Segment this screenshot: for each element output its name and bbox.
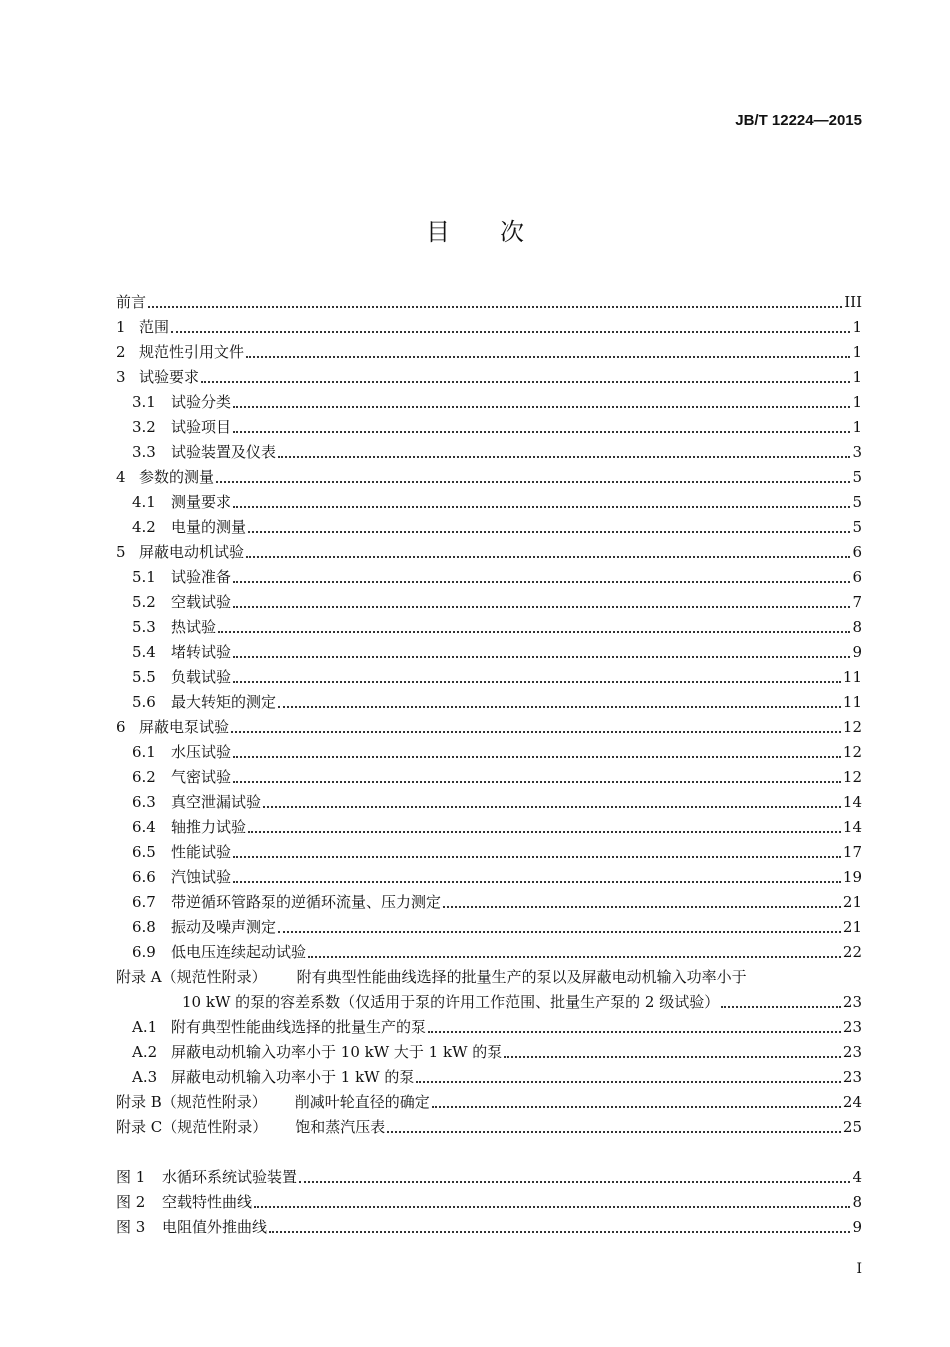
dot-leader: [233, 606, 850, 608]
toc-entry-title: 试验要求: [139, 368, 200, 386]
dot-leader: [218, 631, 850, 633]
toc-entry-title: 试验分类: [171, 393, 232, 411]
dot-leader: [233, 581, 850, 583]
toc-entry[interactable]: [116, 390, 862, 415]
toc-entry-number: 6.4: [132, 818, 156, 836]
toc-entry[interactable]: [116, 865, 862, 890]
page-number: I: [856, 1261, 862, 1277]
dot-leader: [233, 881, 841, 883]
toc-entry-page: 14: [842, 793, 862, 811]
toc-entry-number: 2: [116, 343, 126, 361]
dot-leader: [233, 781, 841, 783]
toc-entry-number: 4: [116, 468, 126, 486]
toc-figure-label: 图 3: [116, 1218, 146, 1236]
dot-leader: [216, 481, 850, 483]
toc-entry-title: 热试验: [171, 618, 217, 636]
dot-leader: [443, 906, 841, 908]
dot-leader: [269, 1231, 850, 1233]
toc-figure-label: 图 1: [116, 1168, 146, 1186]
toc-entry[interactable]: [116, 1065, 862, 1090]
toc-entry-title: 带逆循环管路泵的逆循环流量、压力测定: [171, 893, 442, 911]
toc-entry-page: 11: [842, 693, 862, 711]
toc-entry-title: 振动及噪声测定: [171, 918, 277, 936]
toc-entry-title: 低电压连续起动试验: [171, 943, 307, 961]
toc-entry[interactable]: [116, 315, 862, 340]
dot-leader: [231, 731, 841, 733]
toc-entry-title: 参数的测量: [139, 468, 215, 486]
dot-leader: [263, 806, 841, 808]
toc-entry-title: 汽蚀试验: [171, 868, 232, 886]
standard-code: JB/T 12224—2015: [735, 112, 862, 129]
toc-figure-list: [116, 1165, 862, 1240]
toc-entry-page: 1: [852, 368, 862, 386]
toc-entry[interactable]: [116, 290, 862, 315]
toc-appendix-c-title: 饱和蒸汽压表: [295, 1118, 386, 1136]
toc-entry-page: 3: [852, 443, 862, 461]
toc-entry-page: 5: [852, 468, 862, 486]
toc-entry-number: 6.1: [132, 743, 156, 761]
dot-leader: [233, 406, 850, 408]
dot-leader: [233, 431, 850, 433]
toc-entry-title: 电量的测量: [171, 518, 247, 536]
toc-entry-page: 21: [842, 893, 862, 911]
toc-appendix-a-label: 附录 A（规范性附录）: [116, 968, 267, 986]
toc-entry-number: 5: [116, 543, 126, 561]
toc-entry-page: III: [844, 293, 862, 311]
toc-entry-number: 6.6: [132, 868, 156, 886]
toc-entry-page: 19: [842, 868, 862, 886]
dot-leader: [248, 831, 841, 833]
toc-entry[interactable]: [116, 615, 862, 640]
dot-leader: [233, 856, 841, 858]
toc-figure-page: 9: [852, 1218, 862, 1236]
toc-appendix-a-title-line1: 附有典型性能曲线选择的批量生产的泵以及屏蔽电动机输入功率小于: [296, 968, 747, 986]
toc-figure-title: 空载特性曲线: [162, 1193, 253, 1211]
toc-entry-page: 5: [852, 493, 862, 511]
dot-leader: [278, 931, 841, 933]
toc-entry-page: 21: [842, 918, 862, 936]
toc-entry-title: 屏蔽电动机输入功率小于 1 kW 的泵: [171, 1068, 415, 1086]
toc-entry[interactable]: [116, 540, 862, 565]
toc-entry-page: 1: [852, 418, 862, 436]
toc-appendix-b-title: 削减叶轮直径的确定: [294, 1093, 430, 1111]
toc-entry-title: 屏蔽电动机输入功率小于 10 kW 大于 1 kW 的泵: [171, 1043, 503, 1061]
dot-leader: [721, 1006, 841, 1008]
dot-leader: [254, 1206, 850, 1208]
dot-leader: [278, 706, 841, 708]
dot-leader: [246, 556, 850, 558]
toc-entry-number: A.2: [132, 1043, 158, 1061]
toc-spacer: [116, 1140, 862, 1165]
toc-figure-entry[interactable]: [116, 1215, 862, 1240]
dot-leader: [233, 506, 850, 508]
toc-entry-title: 试验准备: [171, 568, 232, 586]
dot-leader: [246, 356, 850, 358]
toc-entry[interactable]: [116, 565, 862, 590]
toc-entry[interactable]: [116, 690, 862, 715]
toc-entry-title: 前言: [116, 293, 147, 311]
dot-leader: [308, 956, 841, 958]
dot-leader: [233, 756, 841, 758]
toc-entry-number: 5.4: [132, 643, 156, 661]
dot-leader: [233, 656, 850, 658]
toc-appendix-b-page: 24: [842, 1093, 862, 1111]
toc-entry-page: 1: [852, 393, 862, 411]
toc-entry-page: 1: [852, 343, 862, 361]
toc-entry-number: 3.1: [132, 393, 156, 411]
toc-entry-title: 性能试验: [171, 843, 232, 861]
dot-leader: [171, 331, 850, 333]
toc-entry-number: 5.3: [132, 618, 156, 636]
toc-entry-number: 3.3: [132, 443, 156, 461]
toc-appendix-a-page: 23: [842, 993, 862, 1011]
toc-entry[interactable]: [116, 815, 862, 840]
toc-entry-page: 23: [842, 1043, 862, 1061]
toc-entry-title: 规范性引用文件: [139, 343, 245, 361]
dot-leader: [416, 1081, 841, 1083]
toc-entry-number: A.3: [132, 1068, 158, 1086]
toc-entry[interactable]: [116, 840, 862, 865]
toc-entry[interactable]: [116, 715, 862, 740]
toc-entry-title: 气密试验: [171, 768, 232, 786]
toc-entry-title: 空载试验: [171, 593, 232, 611]
toc-figure-title: 电阻值外推曲线: [162, 1218, 268, 1236]
toc-entry-number: 6.3: [132, 793, 156, 811]
toc-entry-number: 1: [116, 318, 126, 336]
toc-entry-page: 6: [852, 543, 862, 561]
dot-leader: [387, 1131, 841, 1133]
toc-entry[interactable]: [116, 915, 862, 940]
toc-entry-title: 测量要求: [171, 493, 232, 511]
toc-appendix-a-line2: [116, 990, 862, 1015]
toc-entry[interactable]: [116, 515, 862, 540]
toc-entry[interactable]: [116, 465, 862, 490]
toc-entry-number: 6.8: [132, 918, 156, 936]
toc-figure-page: 4: [852, 1168, 862, 1186]
toc-main-entries: [116, 290, 862, 965]
page-title: 目次: [426, 218, 574, 246]
toc-entry-title: 屏蔽电泵试验: [139, 718, 230, 736]
toc-figure-title: 水循环系统试验装置: [162, 1168, 298, 1186]
toc-entry-title: 堵转试验: [171, 643, 232, 661]
toc-entry[interactable]: [116, 790, 862, 815]
toc-appendix-c[interactable]: [116, 1115, 862, 1140]
toc-appendix-a-subentries: [116, 1015, 862, 1090]
toc-entry[interactable]: [116, 490, 862, 515]
toc-entry-number: 6.9: [132, 943, 156, 961]
toc-entry-title: 负载试验: [171, 668, 232, 686]
toc-figure-page: 8: [852, 1193, 862, 1211]
toc-entry-page: 12: [842, 743, 862, 761]
dot-leader: [148, 306, 842, 308]
toc-entry[interactable]: [116, 940, 862, 965]
toc-figure-entry[interactable]: [116, 1165, 862, 1190]
toc-entry-title: 真空泄漏试验: [171, 793, 262, 811]
toc-appendix-b[interactable]: [116, 1090, 862, 1115]
toc-appendix-a-title-line2: 10 kW 的泵的容差系数（仅适用于泵的许用工作范围、批量生产泵的 2 级试验）: [182, 993, 720, 1011]
toc-entry-title: 最大转矩的测定: [171, 693, 277, 711]
table-of-contents: [116, 290, 862, 1240]
toc-entry-page: 9: [852, 643, 862, 661]
toc-entry-number: 6.2: [132, 768, 156, 786]
toc-entry-page: 12: [842, 718, 862, 736]
toc-entry-title: 附有典型性能曲线选择的批量生产的泵: [171, 1018, 427, 1036]
toc-entry[interactable]: [116, 1040, 862, 1065]
toc-appendix-a-line1: [116, 965, 862, 990]
dot-leader: [432, 1106, 841, 1108]
toc-entry-title: 屏蔽电动机试验: [139, 543, 245, 561]
toc-entry[interactable]: [116, 415, 862, 440]
toc-entry-page: 11: [842, 668, 862, 686]
toc-entry[interactable]: [116, 640, 862, 665]
toc-entry-page: 14: [842, 818, 862, 836]
dot-leader: [278, 456, 850, 458]
toc-entry-page: 12: [842, 768, 862, 786]
toc-entry-page: 22: [842, 943, 862, 961]
toc-entry-number: A.1: [132, 1018, 158, 1036]
toc-entry[interactable]: [116, 340, 862, 365]
toc-entry-number: 6.5: [132, 843, 156, 861]
toc-entry[interactable]: [116, 1015, 862, 1040]
toc-entry-title: 范围: [139, 318, 170, 336]
toc-figure-label: 图 2: [116, 1193, 146, 1211]
toc-entry-page: 7: [852, 593, 862, 611]
toc-entry-number: 4.2: [132, 518, 156, 536]
dot-leader: [201, 381, 850, 383]
toc-entry-number: 6: [116, 718, 126, 736]
toc-entry-number: 5.1: [132, 568, 156, 586]
toc-entry-title: 水压试验: [171, 743, 232, 761]
dot-leader: [504, 1056, 841, 1058]
toc-appendix-c-page: 25: [842, 1118, 862, 1136]
toc-entry-title: 试验装置及仪表: [171, 443, 277, 461]
toc-entry[interactable]: [116, 365, 862, 390]
toc-figure-entry[interactable]: [116, 1190, 862, 1215]
toc-entry[interactable]: [116, 740, 862, 765]
toc-appendix-c-label: 附录 C（规范性附录）: [116, 1118, 268, 1136]
toc-appendix-b-label: 附录 B（规范性附录）: [116, 1093, 267, 1111]
toc-entry-title: 试验项目: [171, 418, 232, 436]
toc-entry[interactable]: [116, 440, 862, 465]
toc-entry-page: 23: [842, 1018, 862, 1036]
dot-leader: [248, 531, 850, 533]
toc-entry-page: 5: [852, 518, 862, 536]
toc-entry-page: 8: [852, 618, 862, 636]
toc-entry-page: 1: [852, 318, 862, 336]
toc-entry-number: 4.1: [132, 493, 156, 511]
toc-entry[interactable]: [116, 890, 862, 915]
dot-leader: [233, 681, 841, 683]
toc-entry-page: 6: [852, 568, 862, 586]
toc-entry-number: 5.6: [132, 693, 156, 711]
toc-entry[interactable]: [116, 590, 862, 615]
toc-appendix-a[interactable]: [116, 965, 862, 1015]
toc-entry-page: 17: [842, 843, 862, 861]
toc-entry-title: 轴推力试验: [171, 818, 247, 836]
toc-entry-page: 23: [842, 1068, 862, 1086]
toc-entry-number: 5.2: [132, 593, 156, 611]
toc-entry-number: 5.5: [132, 668, 156, 686]
dot-leader: [299, 1181, 850, 1183]
toc-entry[interactable]: [116, 665, 862, 690]
toc-entry-number: 6.7: [132, 893, 156, 911]
toc-entry-number: 3: [116, 368, 126, 386]
toc-entry-number: 3.2: [132, 418, 156, 436]
dot-leader: [428, 1031, 841, 1033]
toc-entry[interactable]: [116, 765, 862, 790]
